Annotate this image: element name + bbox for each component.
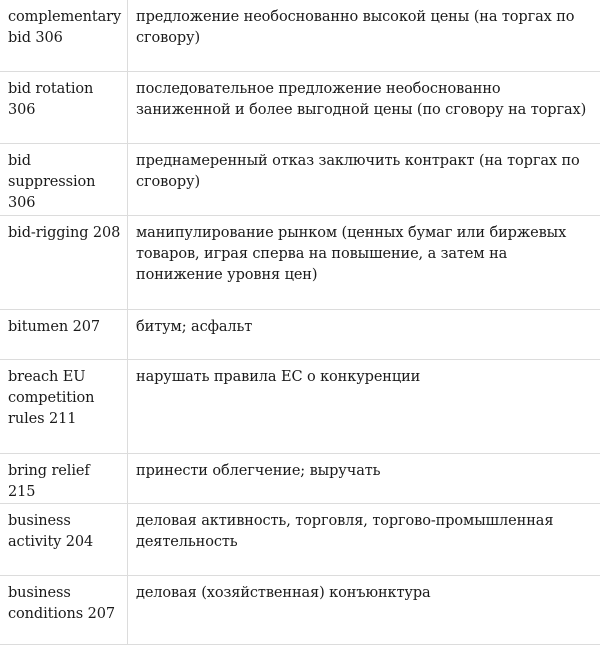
term-cell: business conditions 207 <box>0 576 128 645</box>
definition-cell: деловая (хозяйственная) конъюнктура <box>128 576 600 645</box>
definition-cell: манипулирование рынком (ценных бумаг или биржевых товаров, играя сперва на повышение, а затем на понижение уровня цен) <box>128 216 600 310</box>
term-cell: bid rotation 306 <box>0 72 128 144</box>
term-cell: bid suppression 306 <box>0 144 128 216</box>
term-cell: bring relief 215 <box>0 454 128 504</box>
table-row <box>0 454 600 504</box>
definition-cell: принести облегчение; выручать <box>128 454 600 504</box>
table-row <box>0 144 600 216</box>
definition-cell: битум; асфальт <box>128 310 600 360</box>
definition-cell: предложение необоснованно высокой цены (на торгах по сговору) <box>128 0 600 72</box>
table-row <box>0 360 600 454</box>
term-cell: bitumen 207 <box>0 310 128 360</box>
table-row <box>0 216 600 310</box>
table-row <box>0 72 600 144</box>
term-cell: breach EU competition rules 211 <box>0 360 128 454</box>
table-row <box>0 0 600 72</box>
table-row <box>0 576 600 645</box>
definition-cell: последовательное предложение необоснованно заниженной и более выгодной цены (по сговору на торгах) <box>128 72 600 144</box>
table-row <box>0 504 600 576</box>
term-cell: complementary bid 306 <box>0 0 128 72</box>
definition-cell: нарушать правила ЕС о конкуренции <box>128 360 600 454</box>
table-row <box>0 310 600 360</box>
term-cell: business activity 204 <box>0 504 128 576</box>
term-cell: bid-rigging 208 <box>0 216 128 310</box>
definition-cell: деловая активность, торговля, торгово-промышленная деятельность <box>128 504 600 576</box>
definition-cell: преднамеренный отказ заключить контракт (на торгах по сговору) <box>128 144 600 216</box>
